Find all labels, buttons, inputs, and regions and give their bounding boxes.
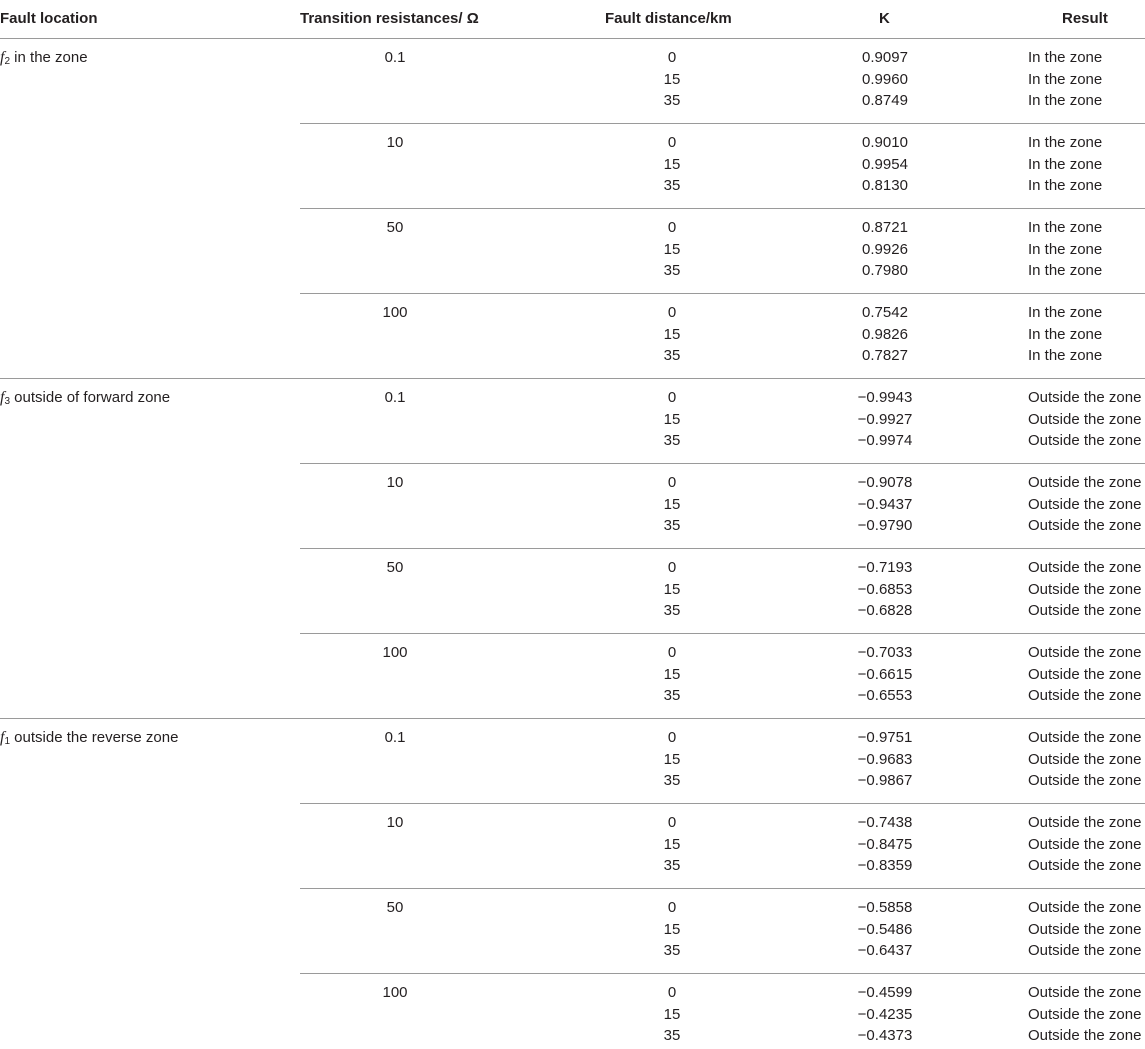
fault-distance-cell: 35 (663, 942, 681, 959)
table-row (0, 602, 1145, 624)
k-value-cell: −0.9078 (857, 474, 913, 491)
table-row (0, 687, 1145, 709)
transition-resistance-cell: 50 (386, 219, 404, 236)
result-cell: Outside the zone (1028, 920, 1142, 938)
k-value-cell: −0.7193 (857, 559, 913, 576)
result-cell: In the zone (1028, 70, 1103, 88)
table-row (0, 347, 1145, 369)
k-value-cell: 0.9926 (862, 240, 908, 258)
result-cell: Outside the zone (1028, 1005, 1142, 1023)
fault-distance-cell: 35 (663, 857, 681, 874)
fault-distance-cell: 15 (663, 410, 681, 428)
result-cell: In the zone (1028, 49, 1103, 66)
transition-resistance-cell: 0.1 (384, 49, 406, 66)
table-row (0, 241, 1145, 263)
k-value-cell: −0.9751 (857, 729, 913, 746)
table-row (0, 814, 1145, 836)
fault-distance-cell: 35 (663, 92, 681, 109)
group-divider (300, 633, 1145, 634)
k-value-cell: 0.7980 (862, 262, 908, 279)
fault-distance-cell: 35 (663, 262, 681, 279)
k-value-cell: −0.4599 (857, 984, 913, 1001)
table-row (0, 666, 1145, 688)
fault-distance-cell: 0 (667, 474, 677, 491)
fault-distance-cell: 35 (663, 432, 681, 449)
result-cell: Outside the zone (1028, 559, 1142, 576)
table-row (0, 984, 1145, 1006)
transition-resistance-cell: 10 (386, 134, 404, 151)
result-cell: Outside the zone (1028, 410, 1142, 428)
result-cell: Outside the zone (1028, 750, 1142, 768)
result-cell: Outside the zone (1028, 772, 1142, 789)
table-row (0, 1027, 1145, 1049)
table-header (0, 0, 1145, 38)
k-value-cell: −0.6615 (857, 665, 913, 683)
fault-distance-cell: 35 (663, 517, 681, 534)
group-divider (300, 803, 1145, 804)
fault-distance-cell: 15 (663, 665, 681, 683)
fault-distance-cell: 0 (667, 304, 677, 321)
fault-distance-cell: 35 (663, 177, 681, 194)
table-row (0, 751, 1145, 773)
fault-distance-cell: 15 (663, 495, 681, 513)
table-row (0, 942, 1145, 964)
table-row (0, 836, 1145, 858)
fault-distance-cell: 35 (663, 1027, 681, 1044)
group-divider (300, 973, 1145, 974)
table-row (0, 262, 1145, 284)
fault-distance-cell: 35 (663, 347, 681, 364)
fault-distance-cell: 0 (667, 559, 677, 576)
result-cell: Outside the zone (1028, 495, 1142, 513)
table-row (0, 389, 1145, 411)
fault-distance-cell: 15 (663, 325, 681, 343)
section-divider (0, 378, 1145, 379)
table-row (0, 581, 1145, 603)
transition-resistance-cell: 100 (382, 984, 408, 1001)
k-value-cell: −0.5858 (857, 899, 913, 916)
fault-distance-cell: 0 (667, 899, 677, 916)
table-row (0, 729, 1145, 751)
k-value-cell: −0.9790 (857, 517, 913, 534)
k-value-cell: −0.6828 (857, 602, 913, 619)
header-fault-distance: Fault distance/km (605, 10, 732, 27)
table-row (0, 644, 1145, 666)
table-row (0, 517, 1145, 539)
k-value-cell: 0.8749 (862, 92, 908, 109)
k-value-cell: 0.9097 (862, 49, 908, 66)
table-row (0, 474, 1145, 496)
header-fault-location: Fault location (0, 10, 98, 27)
table-row (0, 304, 1145, 326)
k-value-cell: 0.8721 (862, 219, 908, 236)
fault-distance-cell: 15 (663, 70, 681, 88)
fault-location-text: outside the reverse zone (10, 729, 179, 746)
k-value-cell: −0.9683 (857, 750, 913, 768)
k-value-cell: −0.8359 (857, 857, 913, 874)
fault-distance-cell: 0 (667, 814, 677, 831)
header-rule (0, 38, 1145, 39)
k-value-cell: −0.6853 (857, 580, 913, 598)
fault-distance-cell: 0 (667, 219, 677, 236)
table-row (0, 772, 1145, 794)
transition-resistance-cell: 0.1 (384, 389, 406, 406)
transition-resistance-cell: 100 (382, 304, 408, 321)
k-value-cell: −0.8475 (857, 835, 913, 853)
fault-subscript: 3 (4, 396, 11, 407)
result-cell: Outside the zone (1028, 814, 1142, 831)
header-transition-resistance: Transition resistances/ Ω (300, 10, 479, 27)
k-value-cell: −0.9867 (857, 772, 913, 789)
fault-distance-cell: 15 (663, 155, 681, 173)
fault-variable: f (0, 729, 5, 746)
table-row (0, 92, 1145, 114)
fault-distance-cell: 35 (663, 602, 681, 619)
group-divider (300, 208, 1145, 209)
result-cell: In the zone (1028, 304, 1103, 321)
table-row (0, 921, 1145, 943)
result-cell: In the zone (1028, 134, 1103, 151)
group-divider (300, 293, 1145, 294)
header-k: K (879, 10, 890, 27)
fault-location-text: in the zone (10, 49, 88, 66)
transition-resistance-cell: 10 (386, 474, 404, 491)
transition-resistance-cell: 50 (386, 899, 404, 916)
table-row (0, 857, 1145, 879)
result-cell: Outside the zone (1028, 729, 1142, 746)
result-cell: Outside the zone (1028, 517, 1142, 534)
result-cell: Outside the zone (1028, 857, 1142, 874)
result-cell: In the zone (1028, 92, 1103, 109)
k-value-cell: −0.9943 (857, 389, 913, 406)
fault-distance-cell: 0 (667, 644, 677, 661)
transition-resistance-cell: 0.1 (384, 729, 406, 746)
fault-distance-cell: 15 (663, 750, 681, 768)
result-cell: Outside the zone (1028, 899, 1142, 916)
fault-variable: f (0, 49, 5, 66)
k-value-cell: −0.9974 (857, 432, 913, 449)
result-cell: Outside the zone (1028, 474, 1142, 491)
k-value-cell: −0.7438 (857, 814, 913, 831)
group-divider (300, 463, 1145, 464)
result-cell: In the zone (1028, 325, 1103, 343)
result-cell: In the zone (1028, 155, 1103, 173)
k-value-cell: −0.6553 (857, 687, 913, 704)
section-divider (0, 718, 1145, 719)
k-value-cell: 0.7827 (862, 347, 908, 364)
table-row (0, 1006, 1145, 1028)
k-value-cell: 0.7542 (862, 304, 908, 321)
result-cell: In the zone (1028, 219, 1103, 236)
k-value-cell: 0.9954 (862, 155, 908, 173)
result-cell: Outside the zone (1028, 432, 1142, 449)
k-value-cell: 0.9826 (862, 325, 908, 343)
result-cell: Outside the zone (1028, 942, 1142, 959)
table-row (0, 432, 1145, 454)
k-value-cell: −0.5486 (857, 920, 913, 938)
k-value-cell: −0.9437 (857, 495, 913, 513)
table-row (0, 177, 1145, 199)
header-result: Result (1062, 10, 1108, 27)
fault-subscript: 1 (4, 736, 11, 747)
k-value-cell: −0.4235 (857, 1005, 913, 1023)
result-cell: Outside the zone (1028, 1027, 1142, 1044)
k-value-cell: −0.4373 (857, 1027, 913, 1044)
k-value-cell: −0.7033 (857, 644, 913, 661)
table-row (0, 71, 1145, 93)
k-value-cell: −0.9927 (857, 410, 913, 428)
table-row (0, 899, 1145, 921)
k-value-cell: 0.9010 (862, 134, 908, 151)
k-value-cell: 0.9960 (862, 70, 908, 88)
fault-subscript: 2 (4, 56, 11, 67)
result-cell: Outside the zone (1028, 665, 1142, 683)
fault-distance-cell: 35 (663, 687, 681, 704)
result-cell: Outside the zone (1028, 602, 1142, 619)
fault-distance-cell: 0 (667, 49, 677, 66)
result-cell: In the zone (1028, 347, 1103, 364)
fault-distance-cell: 15 (663, 835, 681, 853)
table-row (0, 326, 1145, 348)
fault-distance-cell: 0 (667, 729, 677, 746)
table-row (0, 219, 1145, 241)
fault-location-text: outside of forward zone (10, 389, 171, 406)
fault-distance-cell: 0 (667, 134, 677, 151)
transition-resistance-cell: 100 (382, 644, 408, 661)
table-row (0, 411, 1145, 433)
k-value-cell: 0.8130 (862, 177, 908, 194)
result-cell: Outside the zone (1028, 580, 1142, 598)
group-divider (300, 548, 1145, 549)
result-cell: Outside the zone (1028, 835, 1142, 853)
table-row (0, 496, 1145, 518)
result-cell: Outside the zone (1028, 389, 1142, 406)
k-value-cell: −0.6437 (857, 942, 913, 959)
fault-distance-cell: 15 (663, 920, 681, 938)
group-divider (300, 888, 1145, 889)
result-cell: Outside the zone (1028, 984, 1142, 1001)
group-divider (300, 123, 1145, 124)
fault-distance-cell: 15 (663, 1005, 681, 1023)
result-cell: In the zone (1028, 177, 1103, 194)
result-cell: Outside the zone (1028, 687, 1142, 704)
table-row (0, 156, 1145, 178)
fault-distance-cell: 0 (667, 984, 677, 1001)
fault-variable: f (0, 389, 5, 406)
result-cell: In the zone (1028, 240, 1103, 258)
transition-resistance-cell: 10 (386, 814, 404, 831)
fault-distance-cell: 0 (667, 389, 677, 406)
transition-resistance-cell: 50 (386, 559, 404, 576)
table-row (0, 134, 1145, 156)
result-cell: In the zone (1028, 262, 1103, 279)
result-cell: Outside the zone (1028, 644, 1142, 661)
fault-distance-cell: 15 (663, 240, 681, 258)
table-row (0, 559, 1145, 581)
fault-distance-cell: 15 (663, 580, 681, 598)
fault-distance-cell: 35 (663, 772, 681, 789)
table-row (0, 49, 1145, 71)
